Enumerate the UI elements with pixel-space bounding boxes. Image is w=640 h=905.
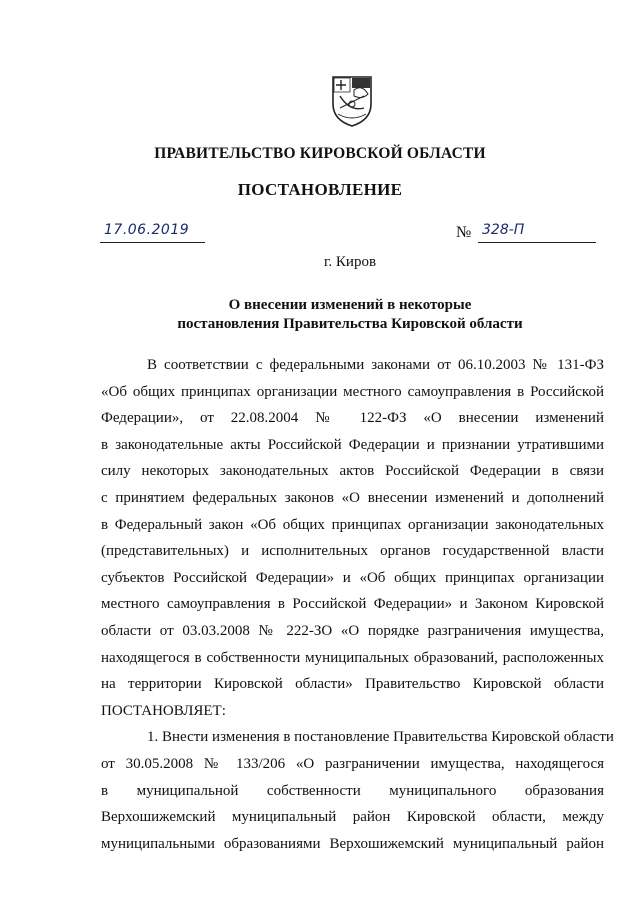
number-value: 328-П bbox=[482, 222, 525, 238]
body-line: от 30.05.2008 № 133/206 «О разграничении имущества, находящегося bbox=[101, 755, 604, 772]
body-line: области от 03.03.2008 № 222-ЗО «О порядке разграничения имущества, bbox=[101, 622, 604, 639]
body-line: Верхошижемский муниципальный район Кировской области, между bbox=[101, 809, 604, 826]
body-line: в Федеральный закон «Об общих принципах организации законодательных bbox=[101, 516, 604, 533]
body-line: В соответствии с федеральными законами от 06.10.2003 № 131-ФЗ bbox=[147, 357, 604, 373]
body-line: силу некоторых законодательных актов Российской Федерации в связи bbox=[101, 463, 604, 480]
city-name: г. Киров bbox=[323, 254, 377, 270]
body-line: (представительных) и исполнительных органов государственной власти bbox=[101, 543, 604, 560]
number-field bbox=[478, 224, 596, 243]
document-subject bbox=[0, 296, 640, 334]
subject-line: постановления Правительства Кировской области bbox=[177, 316, 523, 332]
coat-of-arms-emblem bbox=[330, 74, 374, 128]
body-line: Федерации», от 22.08.2004 № 122-ФЗ «О внесении изменений bbox=[101, 410, 604, 427]
body-line: местного самоуправления в Российской Федерации» и Законом Кировской bbox=[101, 596, 604, 613]
document-type-title: ПОСТАНОВЛЕНИЕ bbox=[237, 180, 403, 199]
body-line: с принятием федеральных законов «О внесении изменений и дополнений bbox=[101, 489, 604, 506]
body-line: муниципальными образованиями Верхошижемский муниципальный район bbox=[101, 835, 604, 852]
body-line: ПОСТАНОВЛЯЕТ: bbox=[101, 702, 226, 719]
date-value: 17.06.2019 bbox=[104, 222, 190, 238]
body-line: в законодательные акты Российской Федерации и признании утратившими bbox=[101, 436, 604, 453]
body-line: «Об общих принципах организации местного самоуправления в Российской bbox=[101, 383, 604, 400]
government-title: ПРАВИТЕЛЬСТВО КИРОВСКОЙ ОБЛАСТИ bbox=[154, 145, 486, 162]
body-line: 1. Внести изменения в постановление Правительства Кировской области bbox=[147, 729, 614, 746]
subject-line: О внесении изменений в некоторые bbox=[228, 297, 472, 313]
number-label: № bbox=[456, 224, 472, 241]
body-line: на территории Кировской области» Правительство Кировской области bbox=[101, 676, 604, 693]
body-line: субъектов Российской Федерации» и «Об общих принципах организации bbox=[101, 569, 604, 586]
body-line: в муниципальной собственности муниципального образования bbox=[101, 782, 604, 799]
body-line: находящегося в собственности муниципальных образований, расположенных bbox=[101, 649, 604, 666]
date-field bbox=[100, 224, 205, 243]
document-body bbox=[101, 352, 614, 857]
